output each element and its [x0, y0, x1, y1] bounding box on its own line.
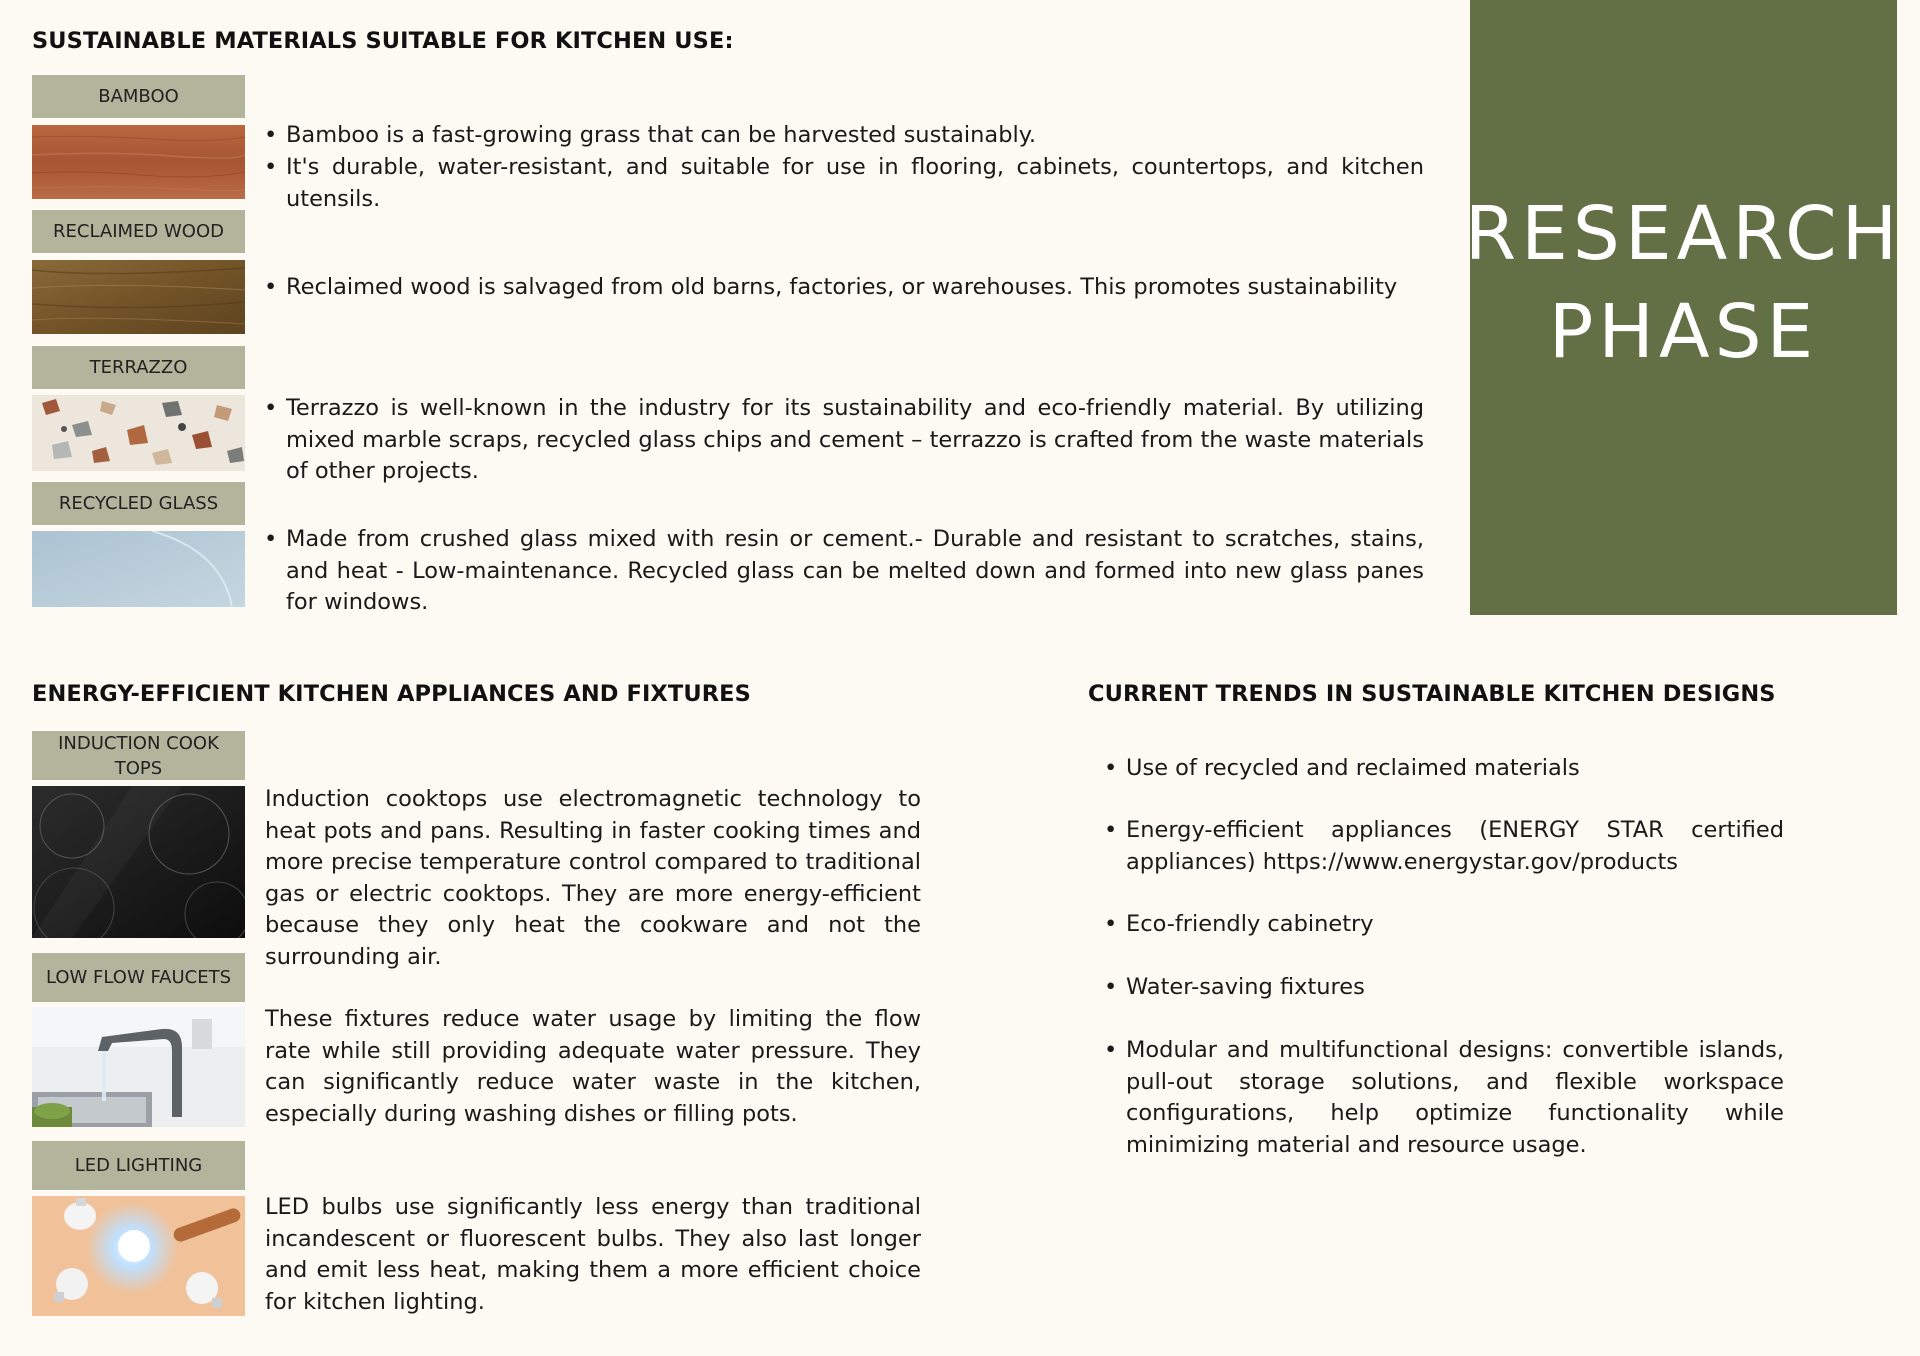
bamboo-bullet-2: • It's durable, water-resistant, and suitable for use in flooring, cabinets, countertops, and kitchen utensils. [264, 152, 1424, 215]
bamboo-bullet-1: • Bamboo is a fast-growing grass that can be harvested sustainably. [264, 120, 1424, 152]
research-phase-panel [1464, 0, 1903, 615]
faucet-description: These fixtures reduce water usage by limiting the flow rate while still providing adequate water pressure. They can significantly reduce water waste in the kitchen, especially during washing dishes or filling pots. [265, 1006, 921, 1127]
trends-heading: CURRENT TRENDS IN SUSTAINABLE KITCHEN DESIGNS [1088, 681, 1776, 707]
trend-item-5: • Modular and multifunctional designs: convertible islands, pull-out storage solutions, and flexible workspace configurations, help optimize functionality while minimizing material and resource usage. [1104, 1035, 1784, 1161]
material-label-reclaimed-wood: RECLAIMED WOOD [32, 210, 245, 253]
materials-heading: SUSTAINABLE MATERIALS SUITABLE FOR KITCHEN USE: [32, 28, 734, 54]
panel-title-line2: PHASE [1548, 288, 1819, 375]
led-bulbs-image [32, 1196, 245, 1316]
appliances-heading: ENERGY-EFFICIENT KITCHEN APPLIANCES AND FIXTURES [32, 681, 751, 707]
terrazzo-image [32, 395, 245, 471]
induction-cooktop-image [32, 786, 245, 938]
appliance-label-low-flow-faucets: LOW FLOW FAUCETS [32, 953, 245, 1002]
material-label-terrazzo: TERRAZZO [32, 346, 245, 389]
trend-item-2: • Energy-efficient appliances (ENERGY STAR certified appliances) https://www.energystar.gov/products [1104, 815, 1784, 878]
faucet-image [32, 1007, 245, 1127]
trend-item-4: • Water-saving fixtures [1104, 972, 1784, 1004]
appliance-label-led-lighting: LED LIGHTING [32, 1141, 245, 1190]
trend-item-1: • Use of recycled and reclaimed materials [1104, 753, 1784, 785]
recycled-glass-bullet-1: • Made from crushed glass mixed with resin or cement.- Durable and resistant to scratches, stains, and heat - Low-maintenance. Recycled glass can be melted down and formed into new glass panes for windows. [264, 524, 1424, 619]
appliance-label-induction: INDUCTION COOK TOPS [32, 731, 245, 780]
trend-item-3: • Eco-friendly cabinetry [1104, 909, 1784, 941]
material-label-bamboo: BAMBOO [32, 75, 245, 118]
bamboo-image [32, 125, 245, 199]
material-label-recycled-glass: RECYCLED GLASS [32, 482, 245, 525]
induction-description: Induction cooktops use electromagnetic technology to heat pots and pans. Resulting in faster cooking times and more precise temperature control compared to traditional gas or electric cooktops. They are more energy-efficient because they only heat the cookware and not the surrounding air. [265, 786, 921, 970]
recycled-glass-image [32, 531, 245, 607]
reclaimed-wood-bullet-1: • Reclaimed wood is salvaged from old barns, factories, or warehouses. This promotes sustainability [264, 272, 1424, 304]
panel-title-line1: RESEARCH [1464, 190, 1903, 277]
led-description: LED bulbs use significantly less energy than traditional incandescent or fluorescent bulbs. They also last longer and emit less heat, making them a more efficient choice for kitchen lighting. [265, 1194, 921, 1315]
terrazzo-bullet-1: • Terrazzo is well-known in the industry for its sustainability and eco-friendly material. By utilizing mixed marble scraps, recycled glass chips and cement – terrazzo is crafted from the waste materials of other projects. [264, 393, 1424, 488]
reclaimed-wood-image [32, 260, 245, 334]
